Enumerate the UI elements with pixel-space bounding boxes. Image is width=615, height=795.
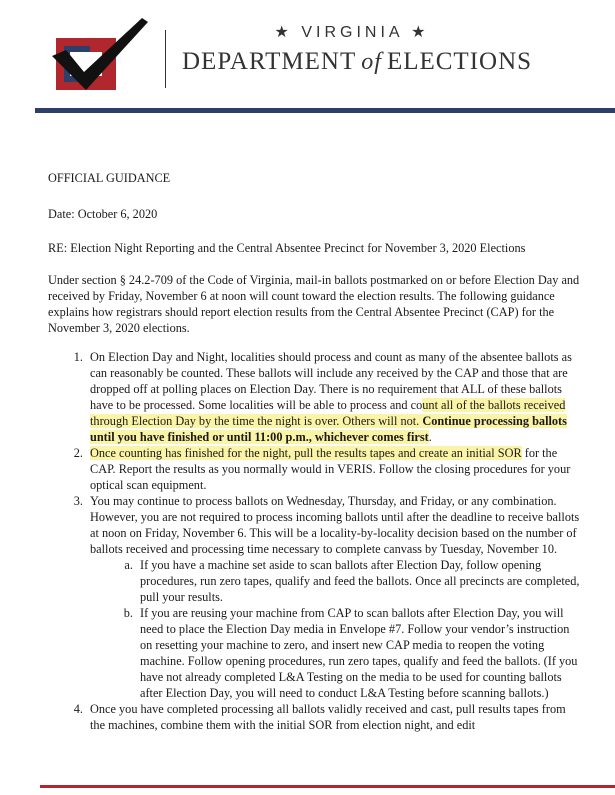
header-divider — [165, 30, 166, 88]
doc-date: Date: October 6, 2020 — [48, 207, 158, 221]
header-rule — [35, 108, 615, 113]
letterhead — [0, 0, 615, 108]
highlighted-text: unt all of the ballots received through Election Day by the time the night is over. Others will not. Continue processing ballots until you have finished or until 11:00 p.m., whichever comes first — [90, 398, 567, 444]
doc-heading: OFFICIAL GUIDANCE — [48, 171, 171, 185]
list-item: 1. On Election Day and Night, localities should process and count as many of the absentee ballots as can reasonably be counted. These ballots will include any received by the CAP and those that are dropped off at polling places on Election Day. There is no requirement that ALL of these ballots have to be processed. Some localities will be able to process and count all of the ballots received through Election Day by the time the night is over. Others will not. Continue processing ballots until you have finished or until 11:00 p.m., whichever comes first. — [86, 349, 580, 445]
document-body — [48, 170, 580, 733]
highlighted-text: Once counting has finished for the night, pull the results tapes and create an initial SOR — [90, 446, 522, 460]
sub-list-item: a. If you have a machine set aside to scan ballots after Election Day, follow opening procedures, run zero tapes, qualify and feed the ballots. Once all precincts are completed, pull your results. — [136, 557, 580, 605]
doc-subject: RE: Election Night Reporting and the Central Absentee Precinct for November 3, 2020 Elections — [48, 241, 526, 255]
sub-list-item: b. If you are reusing your machine from CAP to scan ballots after Election Day, you will need to place the Election Day media in Envelope #7. Follow your vendor’s instruction on resetting your machine to zero, and insert new CAP media to reopen the voting machine. Follow opening procedures, run zero tapes, qualify and feed the ballots. (If you have not already completed L&A Testing on the media to be used for counting ballots after Election Day, you will need to conduct L&A Testing before scanning ballots.) — [136, 605, 580, 701]
footer-rule — [40, 785, 615, 788]
agency-name: DEPARTMENT of ELECTIONS — [182, 48, 533, 75]
agency-state: ★ VIRGINIA ★ — [274, 24, 430, 41]
list-item: 4. Once you have completed processing all ballots validly received and cast, pull results tapes from the machines, combine them with the initial SOR from election night, and edit — [86, 701, 580, 733]
guidance-list — [48, 349, 580, 733]
list-item: 2. Once counting has finished for the night, pull the results tapes and create an initial SOR for the CAP. Report the results as you normally would in VERIS. Follow the closing procedures for your optical scan equipment. — [86, 445, 580, 493]
list-item: 3. You may continue to process ballots on Wednesday, Thursday, and Friday, or any combination. However, you are not required to process incoming ballots until after the deadline to receive ballots at noon on Friday, November 6. This will be a locality-by-locality decision based on the number of ballots received and processing time necessary to complete canvass by Tuesday, November 10. a. If you have a machine set aside to scan ballots after Election Day, follow opening procedures, run zero tapes, qualify and feed the ballots. Once all precincts are completed, pull your results. b. If you are reusing your machine from CAP to scan ballots after Election Day, you will need to place the Election Day media in Envelope #7. Follow your vendor’s instruction on resetting your machine to zero, and insert new CAP media to reopen the voting machine. Follow opening procedures, run zero tapes, qualify and feed the ballots. (If you have not already completed L&A Testing on the media to be used for counting ballots after Election Day, you will need to conduct L&A Testing before scanning ballots.) — [86, 493, 580, 701]
sub-list — [90, 557, 580, 701]
checkmark-box-logo — [50, 16, 150, 94]
doc-intro: Under section § 24.2-709 of the Code of Virginia, mail-in ballots postmarked on or before Election Day and received by Friday, November 6 at noon will count toward the election results. The following guidance explains how registrars should report election results from the Central Absentee Precinct (CAP) for the November 3, 2020 elections. — [48, 273, 580, 335]
